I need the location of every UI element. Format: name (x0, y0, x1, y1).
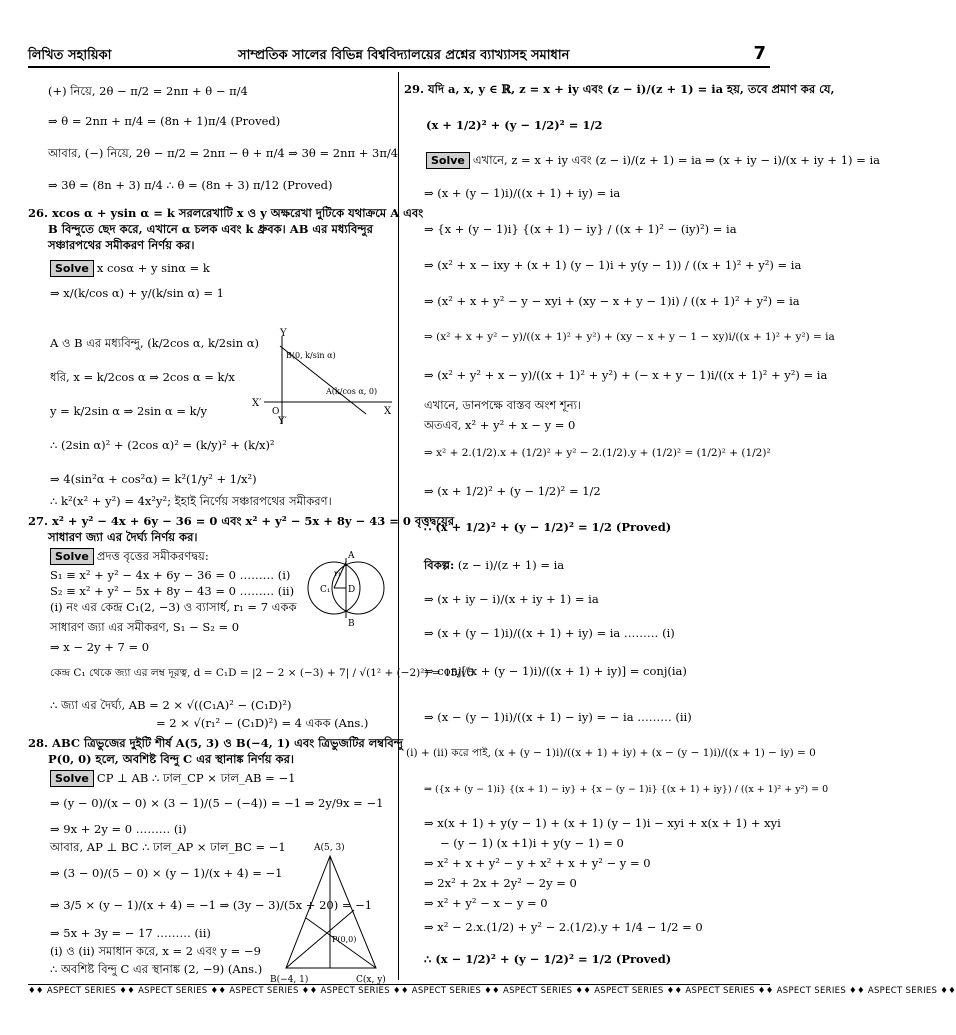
solution-text: এখানে, z = x + iy এবং (z − i)/(z + 1) = ia ⇒ (x + iy − i)/(x + iy + 1) = ia (472, 153, 881, 167)
solution-line (426, 152, 880, 169)
solution-line: ⇒ {x + (y − 1)i} {(x + 1) − iy} / ((x + 1)² − (iy)²) = ia (424, 222, 737, 236)
solution-line: ⇒ 5x + 3y = − 17 ……… (ii) (50, 926, 211, 940)
point-b-label: B(0, k/sin α) (286, 351, 336, 360)
solution-line: ⇒ ({x + (y − 1)i} {(x + 1) − iy} + {x − (y − 1)i} {(x + 1) + iy}) / ((x + 1)² + y²) = 0 (424, 784, 829, 795)
solution-line: ⇒ (x² + y² + x − y)/((x + 1)² + y²) + (− x + y − 1)i/((x + 1)² + y²) = ia (424, 368, 828, 382)
solution-text: CP ⊥ AB ∴ ঢাল_CP × ঢাল_AB = −1 (96, 771, 296, 785)
point-a-label: A(k/cos α, 0) (326, 387, 378, 396)
question-text: P(0, 0) হলে, অবশিষ্ট বিন্দু C এর স্থানাঙ্ক নির্ণয় কর। (48, 752, 295, 766)
solution-line: কেন্দ্র C₁ থেকে জ্যা এর লম্ব দূরত্ব, d = C₁D = |2 − 2 × (−3) + 7| / √(1² + (−2)²) = 15/√5 (50, 667, 475, 679)
page-footer (28, 984, 956, 1000)
solution-line: ⇒ x² − 2.x.(1/2) + y² − 2.(1/2).y + 1/4 − 1/2 = 0 (424, 920, 703, 934)
question-text: x² + y² − 4x + 6y − 36 = 0 এবং x² + y² − 5x + 8y − 43 = 0 বৃত্তদ্বয়ের (52, 514, 455, 528)
solve-badge: Solve (50, 260, 94, 277)
solution-line: সাধারণ জ্যা এর সমীকরণ, S₁ − S₂ = 0 (50, 620, 240, 634)
solution-line: ⇒ (x − (y − 1)i)/((x + 1) − iy) = − ia ……… (ii) (424, 710, 692, 724)
question-text: ABC ত্রিভুজের দুইটি শীর্ষ A(5, 3) ও B(−4, 1) এবং ত্রিভুজটির লম্ববিন্দু (52, 736, 403, 750)
solution-line: ⇒ (3 − 0)/(5 − 0) × (y − 1)/(x + 4) = −1 (50, 866, 283, 880)
chapter-title: সাম্প্রতিক সালের বিভিন্ন বিশ্ববিদ্যালয়ের প্রশ্নের ব্যাখ্যাসহ সমাধান (238, 48, 570, 63)
solution-line: ⇒ (x + 1/2)² + (y − 1/2)² = 1/2 (424, 484, 601, 498)
label-b: B(−4, 1) (270, 975, 309, 985)
solution-line: ⇒ x − 2y + 7 = 0 (50, 640, 150, 654)
xprime-label: X′ (252, 398, 262, 409)
page-header (28, 44, 770, 68)
question-26 (28, 206, 423, 221)
solution-line: ⇒ 9x + 2y = 0 ……… (i) (50, 822, 187, 836)
solution-line: ∴ (x + 1/2)² + (y − 1/2)² = 1/2 (Proved) (424, 520, 672, 534)
solution-text: প্রদত্ত বৃত্তের সমীকরণদ্বয়: (96, 549, 209, 563)
label-r1: r₁ (334, 569, 342, 578)
solution-line: ⇒ (x + iy − i)/(x + iy + 1) = ia (424, 592, 599, 606)
label-c1: C₁ (320, 585, 331, 595)
alt-solution-line (424, 558, 564, 573)
solution-line: (i) নং এর কেন্দ্র C₁(2, −3) ও ব্যাসার্ধ, r₁ = 7 একক (50, 600, 297, 614)
y-label: Y (280, 328, 287, 339)
solution-line: ∴ অবশিষ্ট বিন্দু C এর স্থানাঙ্ক (2, −9) (Ans.) (50, 962, 263, 976)
label-a: A (348, 551, 355, 561)
label-p: P(0,0) (332, 935, 357, 944)
solution-line: অতএব, x² + y² + x − y = 0 (424, 418, 576, 432)
solution-line: ধরি, x = k/2cos α ⇒ 2cos α = k/x (50, 370, 235, 384)
triangle-abc (286, 856, 376, 968)
solution-text: (z − i)/(z + 1) = ia (457, 558, 565, 572)
series-banner: ♦♦ ASPECT SERIES ♦♦ ASPECT SERIES ♦♦ ASPECT SERIES ♦♦ ASPECT SERIES ♦♦ ASPECT SERIES ♦♦ ASPECT SERIES ♦♦ ASPECT SERIES ♦♦ ASPECT SERIES ♦♦ ASPECT SERIES ♦♦ ASPECT SERIES ♦♦ (28, 986, 956, 996)
solution-line (50, 770, 295, 787)
label-a: A(5, 3) (314, 843, 345, 853)
solution-line: (i) + (ii) করে পাই, (x + (y − 1)i)/((x + 1) + iy) + (x − (y − 1)i)/((x + 1) − iy) = 0 (406, 747, 816, 759)
page-number: 7 (753, 43, 766, 64)
solve-badge: Solve (50, 548, 94, 565)
question-29 (404, 82, 834, 97)
x-label: X (384, 406, 392, 417)
solution-line: ⇒ x² + y² − x − y = 0 (424, 896, 548, 910)
question-text: (x + 1/2)² + (y − 1/2)² = 1/2 (426, 118, 603, 132)
solution-line: আবার, AP ⊥ BC ∴ ঢাল_AP × ঢাল_BC = −1 (50, 840, 286, 854)
label-b: B (348, 619, 355, 629)
solution-line: ⇒ x² + x + y² − y + x² + x + y² − y = 0 (424, 856, 651, 870)
solution-line: ⇒ (x² + x − ixy + (x + 1) (y − 1)i + y(y − 1)) / ((x + 1)² + y²) = ia (424, 258, 802, 272)
question-text: সাধারণ জ্যা এর দৈর্ঘ্য নির্ণয় কর। (48, 530, 198, 544)
solution-line: ⇒ (y − 0)/(x − 0) × (3 − 1)/(5 − (−4)) = −1 ⇒ 2y/9x = −1 (50, 796, 384, 810)
solution-line: ∴ (2sin α)² + (2cos α)² = (k/y)² + (k/x)² (50, 438, 275, 452)
solution-line: ⇒ x² + 2.(1/2).x + (1/2)² + y² − 2.(1/2).y + (1/2)² = (1/2)² + (1/2)² (424, 447, 771, 459)
proof-line: আবার, (−) নিয়ে, 2θ − π/2 = 2nπ − θ + π/4 ⇒ 3θ = 2nπ + 3π/4 (48, 146, 399, 160)
solution-line: ⇒ (x + (y − 1)i)/((x + 1) + iy) = ia (424, 186, 621, 200)
solution-line: = 2 × √(r₁² − (C₁D)²) = 4 একক (Ans.) (156, 716, 369, 730)
solution-line: ⇒ (x + (y − 1)i)/((x + 1) + iy) = ia ……… (i) (424, 626, 675, 640)
solution-line: S₂ ≡ x² + y² − 5x + 8y − 43 = 0 ……… (ii) (50, 584, 295, 598)
solve-badge: Solve (426, 152, 470, 169)
alt-label: বিকল্প: (424, 558, 455, 572)
book-title: লিখিত সহায়িকা (28, 48, 112, 63)
question-text: xcos α + ysin α = k সরলরেখাটি x ও y অক্ষরেখা দুটিকে যথাক্রমে A এবং (52, 206, 424, 220)
question-number: 28. (28, 736, 49, 750)
question-text: B বিন্দুতে ছেদ করে, এখানে α চলক এবং k ধ্রুবক। AB এর মধ্যবিন্দুর (48, 222, 373, 236)
solution-line: এখানে, ডানপক্ষে বাস্তব অংশ শূন্য। (424, 398, 582, 412)
solution-line: y = k/2sin α ⇒ 2sin α = k/y (50, 404, 207, 418)
solution-line: ⇒ 2x² + 2x + 2y² − 2y = 0 (424, 876, 577, 890)
proof-line: (+) নিয়ে, 2θ − π/2 = 2nπ + θ − π/4 (48, 84, 248, 98)
label-c: C(x, y) (356, 975, 386, 985)
proof-line: ⇒ 3θ = (8n + 3) π/4 ∴ θ = (8n + 3) π/12 (Proved) (48, 178, 333, 192)
solution-line: ⇒ (x² + x + y² − y)/((x + 1)² + y²) + (xy − x + y − 1 − xy)i/((x + 1)² + y²) = ia (424, 331, 835, 343)
question-number: 27. (28, 514, 49, 528)
question-number: 29. (404, 82, 425, 96)
solution-line: ⇒ conj[(x + (y − 1)i)/((x + 1) + iy)] = conj(ia) (424, 664, 687, 678)
proof-line: ⇒ θ = 2nπ + π/4 = (8n + 1)π/4 (Proved) (48, 114, 281, 128)
axes-diagram (244, 328, 394, 428)
circles-diagram (304, 548, 388, 628)
solution-line: ⇒ 3/5 × (y − 1)/(x + 4) = −1 ⇒ (3y − 3)/(5x + 20) = −1 (50, 898, 373, 912)
solution-line: A ও B এর মধ্যবিন্দু, (k/2cos α, k/2sin α) (50, 336, 260, 350)
question-number: 26. (28, 206, 49, 220)
solution-line (50, 548, 209, 565)
solution-line: ⇒ 4(sin²α + cos²α) = k²(1/y² + 1/x²) (50, 472, 257, 486)
solution-line: ⇒ x(x + 1) + y(y − 1) + (x + 1) (y − 1)i − xyi + x(x + 1) + xyi (424, 816, 781, 830)
question-text: যদি a, x, y ∈ ℝ, z = x + iy এবং (z − i)/(z + 1) = ia হয়, তবে প্রমাণ কর যে, (428, 82, 835, 96)
question-text: সঞ্চারপথের সমীকরণ নির্ণয় কর। (48, 238, 195, 252)
triangle-diagram (270, 838, 390, 988)
origin-label: O (272, 407, 280, 417)
solution-line: ⇒ x/(k/cos α) + y/(k/sin α) = 1 (50, 286, 224, 300)
solution-line: ∴ (x − 1/2)² + (y − 1/2)² = 1/2 (Proved) (424, 952, 672, 966)
question-28 (28, 736, 403, 751)
yprime-label: Y′ (278, 416, 287, 427)
label-d: D (348, 585, 356, 595)
solution-text: x cosα + y sinα = k (96, 261, 210, 275)
solution-line: ∴ k²(x² + y²) = 4x²y²; ইহাই নির্ণেয় সঞ্চারপথের সমীকরণ। (50, 494, 332, 508)
solution-line: S₁ ≡ x² + y² − 4x + 6y − 36 = 0 ……… (i) (50, 568, 291, 582)
solution-line (50, 260, 210, 277)
solution-line: ⇒ (x² + x + y² − y − xyi + (xy − x + y − 1)i) / ((x + 1)² + y²) = ia (424, 294, 800, 308)
solution-line: ∴ জ্যা এর দৈর্ঘ্য, AB = 2 × √((C₁A)² − (C₁D)²) (50, 698, 292, 712)
question-27 (28, 514, 454, 529)
solve-badge: Solve (50, 770, 94, 787)
solution-line: (i) ও (ii) সমাধান করে, x = 2 এবং y = −9 (50, 944, 261, 958)
solution-line: − (y − 1) (x +1)i + y(y − 1) = 0 (440, 836, 624, 850)
